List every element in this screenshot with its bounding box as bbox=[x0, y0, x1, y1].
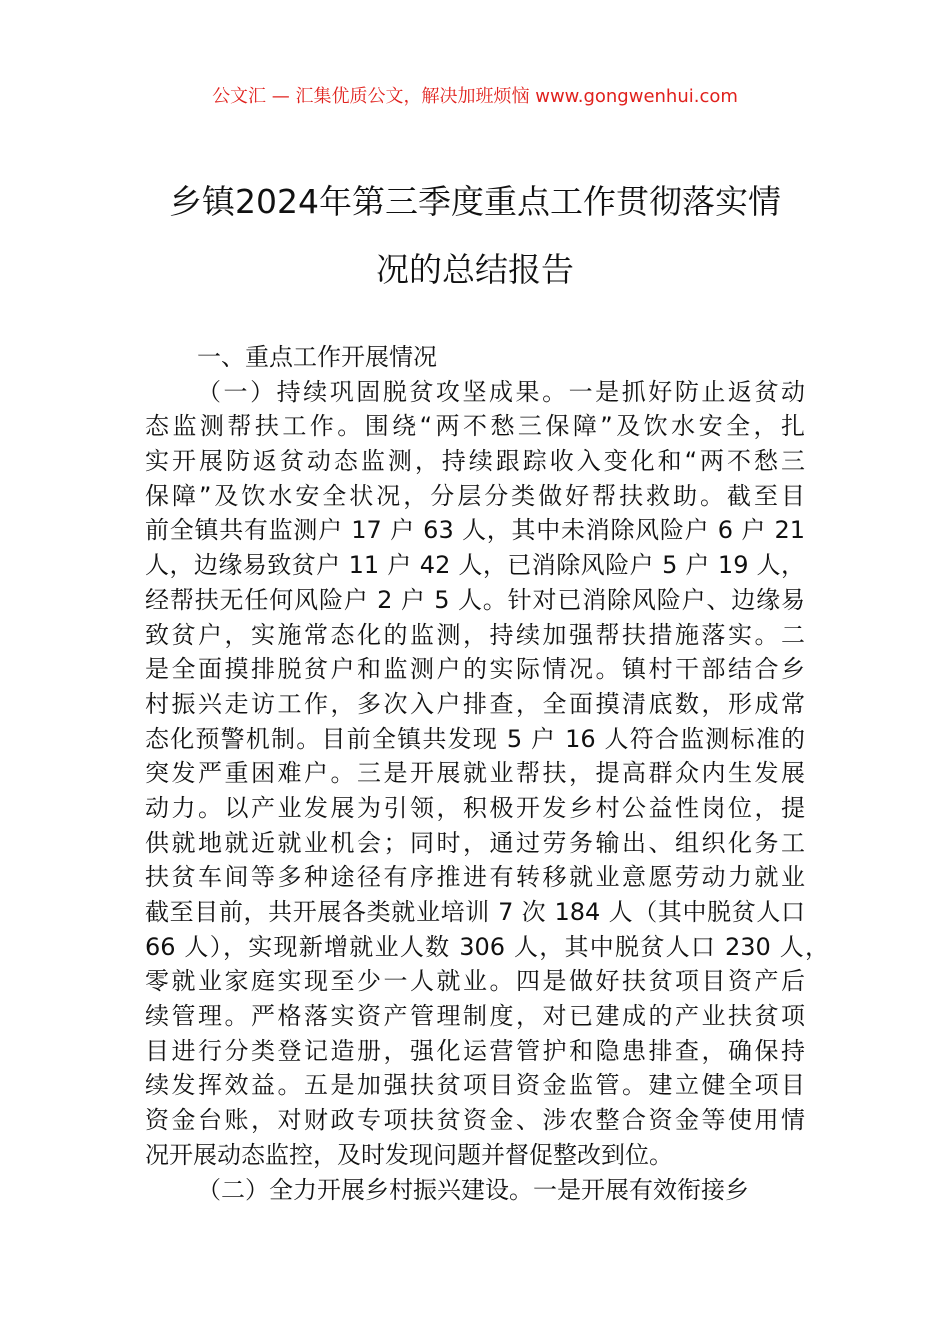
paragraph-line: 人，边缘易致贫户 11 户 42 人，已消除风险户 5 户 19 人， bbox=[145, 551, 805, 580]
paragraph-line: 是全面摸排脱贫户和监测户的实际情况。镇村干部结合乡 bbox=[145, 655, 805, 684]
document-title-line-1: 乡镇2024年第三季度重点工作贯彻落实情 bbox=[169, 182, 781, 221]
paragraph-line: 动力。以产业发展为引领，积极开发乡村公益性岗位，提 bbox=[145, 793, 805, 822]
paragraph-line: 经帮扶无任何风险户 2 户 5 人。针对已消除风险户、边缘易 bbox=[145, 585, 805, 614]
paragraph-line: 实开展防返贫动态监测，持续跟踪收入变化和“两不愁三 bbox=[145, 447, 805, 476]
paragraph-line: 态监测帮扶工作。围绕“两不愁三保障”及饮水安全，扎 bbox=[145, 412, 805, 441]
paragraph-line: 资金台账，对财政专项扶贫资金、涉农整合资金等使用情 bbox=[145, 1106, 805, 1135]
paragraph-line: 供就地就近就业机会；同时，通过劳务输出、组织化务工 bbox=[145, 828, 805, 857]
paragraph-line: 66 人），实现新增就业人数 306 人，其中脱贫人口 230 人， bbox=[145, 932, 829, 961]
paragraph-line: 前全镇共有监测户 17 户 63 人，其中未消除风险户 6 户 21 bbox=[145, 516, 805, 545]
document-title-line-2: 况的总结报告 bbox=[376, 250, 574, 289]
paragraph-line: 村振兴走访工作，多次入户排查，全面摸清底数，形成常 bbox=[145, 689, 805, 718]
paragraph-line: 况开展动态监控，及时发现问题并督促整改到位。 bbox=[145, 1140, 673, 1169]
paragraph-line: 截至目前，共开展各类就业培训 7 次 184 人（其中脱贫人口 bbox=[145, 898, 805, 926]
section-heading: 一、重点工作开展情况 bbox=[197, 343, 437, 371]
paragraph-line: 突发严重困难户。三是开展就业帮扶，提高群众内生发展 bbox=[145, 759, 805, 788]
paragraph-line: （二）全力开展乡村振兴建设。一是开展有效衔接乡 bbox=[197, 1175, 749, 1204]
paragraph-line: 零就业家庭实现至少一人就业。四是做好扶贫项目资产后 bbox=[145, 967, 805, 996]
document-body bbox=[145, 340, 829, 1207]
paragraph-line: 扶贫车间等多种途径有序推进有转移就业意愿劳动力就业 bbox=[145, 863, 805, 892]
paragraph-line: 态化预警机制。目前全镇共发现 5 户 16 人符合监测标准的 bbox=[145, 724, 805, 753]
paragraph-line: 续发挥效益。五是加强扶贫项目资金监管。建立健全项目 bbox=[145, 1071, 805, 1100]
paragraph-line: 续管理。严格落实资产管理制度，对已建成的产业扶贫项 bbox=[145, 1002, 805, 1031]
paragraph-line: 致贫户，实施常态化的监测，持续加强帮扶措施落实。二 bbox=[145, 620, 805, 649]
paragraph-line: （一）持续巩固脱贫攻坚成果。一是抓好防止返贫动 bbox=[197, 377, 805, 406]
paragraph-line: 保障”及饮水安全状况，分层分类做好帮扶救助。截至目 bbox=[145, 481, 805, 510]
watermark-header: 公文汇 — 汇集优质公文，解决加班烦恼 www.gongwenhui.com bbox=[212, 86, 738, 107]
paragraph-line: 目进行分类登记造册，强化运营管护和隐患排查，确保持 bbox=[145, 1036, 805, 1065]
